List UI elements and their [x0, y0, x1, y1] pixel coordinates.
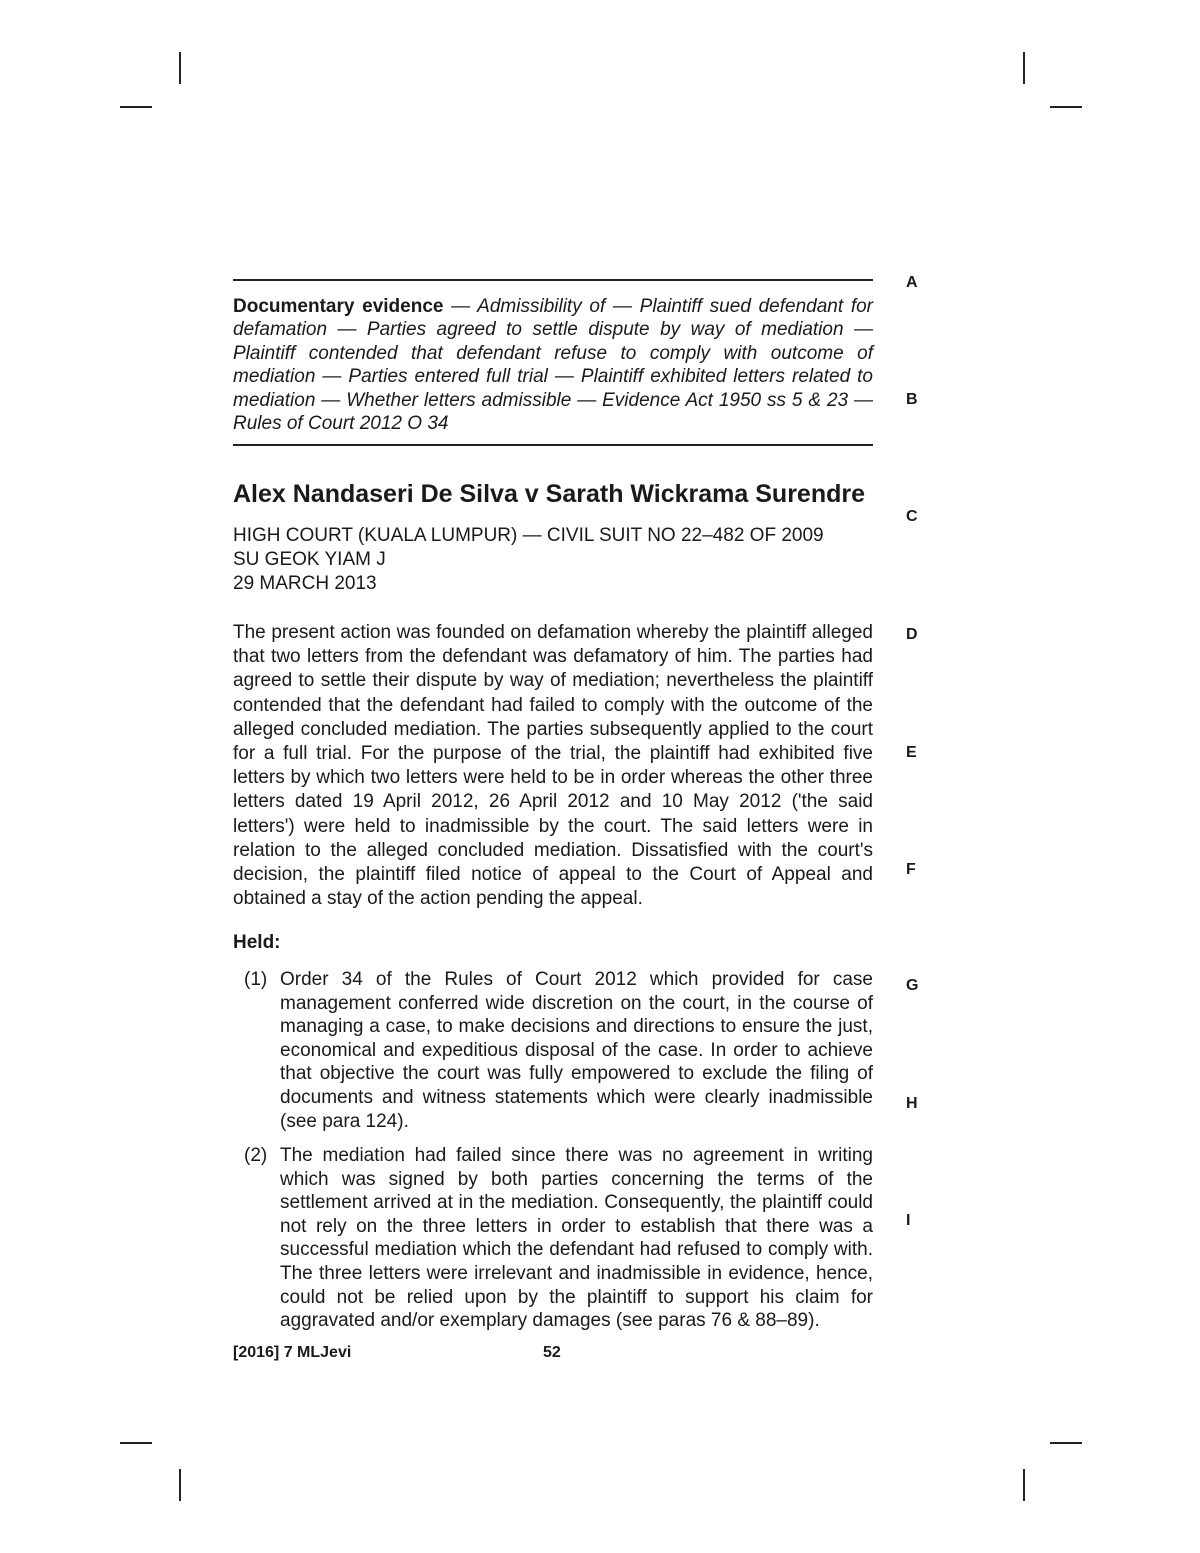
crop-mark-bottom-left [179, 1469, 181, 1501]
court-line: HIGH COURT (KUALA LUMPUR) — CIVIL SUIT NO 22–482 OF 2009 [233, 525, 824, 546]
headnote-paragraph: The present action was founded on defamation whereby the plaintiff alleged that two letters from the defendant was defamatory of him. The parties had agreed to settle their dispute by way of mediation; nevertheless the plaintiff contended that the defendant had failed to comply with the outcome of the alleged concluded mediation. The parties subsequently applied to the court for a full trial. For the purpose of the trial, the plaintiff had exhibited five letters by which two letters were held to be in order whereas the other three letters dated 19 April 2012, 26 April 2012 and 10 May 2012 ('the said letters') were held to inadmissible by the court. The said letters were in relation to the alleged concluded mediation. Dissatisfied with the court's decision, the plaintiff filed notice of appeal to the Court of Appeal and obtained a stay of the action pending the appeal. [233, 622, 873, 910]
margin-marker: A [906, 274, 918, 291]
margin-marker: E [906, 744, 917, 761]
catchwords-bottom-rule [233, 444, 873, 446]
held-item-number: (2) [244, 1145, 268, 1166]
margin-marker: F [906, 861, 916, 878]
margin-marker: G [906, 977, 919, 994]
margin-marker: H [906, 1095, 918, 1112]
catchwords-top-rule [233, 279, 873, 281]
page-number: 52 [543, 1344, 561, 1361]
catchwords [233, 295, 873, 435]
judge-line: SU GEOK YIAM J [233, 549, 386, 570]
footer-citation: [2016] 7 MLJevi [233, 1344, 352, 1361]
crop-mark-top-left [120, 106, 152, 108]
held-item: The mediation had failed since there was no agreement in writing which was signed by both parties concerning the terms of the settlement arrived at in the mediation. Consequently, the plaintiff could not rely on the three letters in order to establish that there was a successful mediation which the defendant had refused to comply with. The three letters were irrelevant and inadmissible in evidence, hence, could not be relied upon by the plaintiff to support his claim for aggravated and/or exemplary damages (see paras 76 & 88–89). [280, 1145, 873, 1332]
margin-marker: D [906, 626, 918, 643]
crop-mark-bottom-right [1050, 1442, 1082, 1444]
held-item-number: (1) [244, 969, 268, 990]
margin-marker: I [906, 1212, 911, 1229]
crop-mark-top-right [1050, 106, 1082, 108]
crop-mark-bottom-left [120, 1442, 152, 1444]
margin-marker: C [906, 508, 918, 525]
held-heading: Held: [233, 932, 281, 953]
crop-mark-top-left [179, 52, 181, 84]
date-line: 29 MARCH 2013 [233, 573, 377, 594]
catchwords-heading: Documentary evidence [233, 296, 444, 317]
margin-marker: B [906, 391, 918, 408]
crop-mark-bottom-right [1023, 1469, 1025, 1501]
held-item: Order 34 of the Rules of Court 2012 which provided for case management conferred wide discretion on the court, in the course of managing a case, to make decisions and directions to ensure the just, economical and expeditious disposal of the case. In order to achieve that objective the court was fully empowered to exclude the filing of documents and witness statements which were clearly inadmissible (see para 124). [280, 969, 873, 1132]
case-title: Alex Nandaseri De Silva v Sarath Wickrama Surendre [233, 480, 866, 508]
catchwords-text: — Admissibility of — Plaintiff sued defendant for defamation — Parties agreed to settle dispute by way of mediation — Plaintiff contended that defendant refuse to comply with outcome of mediation — Parties entered full trial — Plaintiff exhibited letters related to mediation — Whether letters admissible — Evidence Act 1950 ss 5 & 23 — Rules of Court 2012 O 34 [233, 296, 873, 435]
crop-mark-top-right [1023, 52, 1025, 84]
